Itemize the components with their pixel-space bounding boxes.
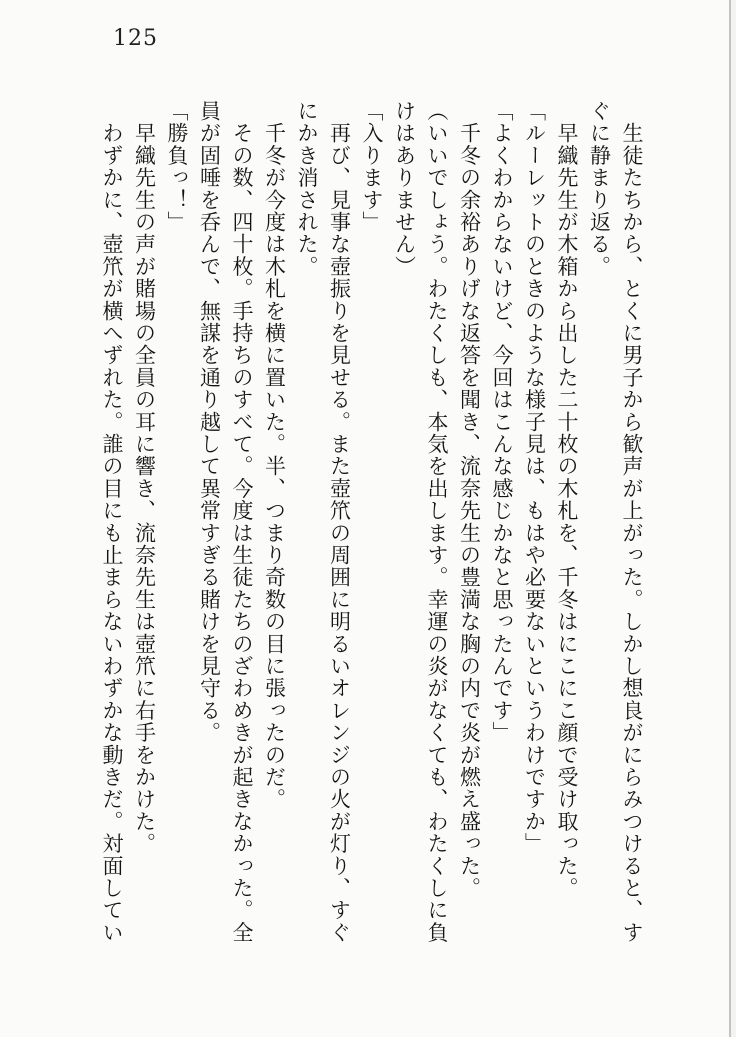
text-line: 「ルーレットのときのような様子見は、もはや必要ないというわけですか」 xyxy=(522,100,547,855)
text-line: 「入ります」 xyxy=(360,100,384,234)
text-line: 「よくわからないけど、今回はこんな感じかなと思ったんです」 xyxy=(490,100,514,744)
page-scan-margin xyxy=(731,0,736,1037)
text-line: 員が固唾を呑んで、無謀を通り越して異常すぎる賭けを見守る。 xyxy=(197,100,222,744)
text-line: （いいでしょう。わたくしも、本気を出します。幸運の炎がなくても、わたくしに負 xyxy=(425,100,449,944)
page-edge-line xyxy=(729,0,731,1037)
text-line: 再び、見事な壺振りを見せる。また壺笊の周囲に明るいオレンジの火が灯り、すぐ xyxy=(327,100,352,944)
text-line: 早織先生の声が賭場の全員の耳に響き、流奈先生は壺笊に右手をかけた。 xyxy=(132,100,157,855)
text-line: 千冬の余裕ありげな返答を聞き、流奈先生の豊満な胸の内で炎が燃え盛った。 xyxy=(457,100,482,900)
text-line: 「勝負っ！」 xyxy=(165,100,189,234)
page-number: 125 xyxy=(113,26,158,51)
text-line: わずかに、壺笊が横へずれた。誰の目にも止まらないわずかな動きだ。対面してい xyxy=(100,100,124,944)
text-line: にかき消された。 xyxy=(295,100,319,278)
text-line: ぐに静まり返る。 xyxy=(587,100,612,278)
text-line: 早織先生が木箱から出した二十枚の木札を、千冬はにこにこ顔で受け取った。 xyxy=(555,100,579,900)
text-line: 生徒たちから、とくに男子から歓声が上がった。しかし想良がにらみつけると、す xyxy=(620,100,644,944)
page-text xyxy=(96,100,649,946)
text-line: 千冬が今度は木札を横に置いた。半、つまり奇数の目に張ったのだ。 xyxy=(262,100,287,811)
text-line: けはありません） xyxy=(392,100,417,278)
text-line: その数、四十枚。手持ちのすべて。今度は生徒たちのざわめきが起きなかった。全 xyxy=(230,100,254,944)
